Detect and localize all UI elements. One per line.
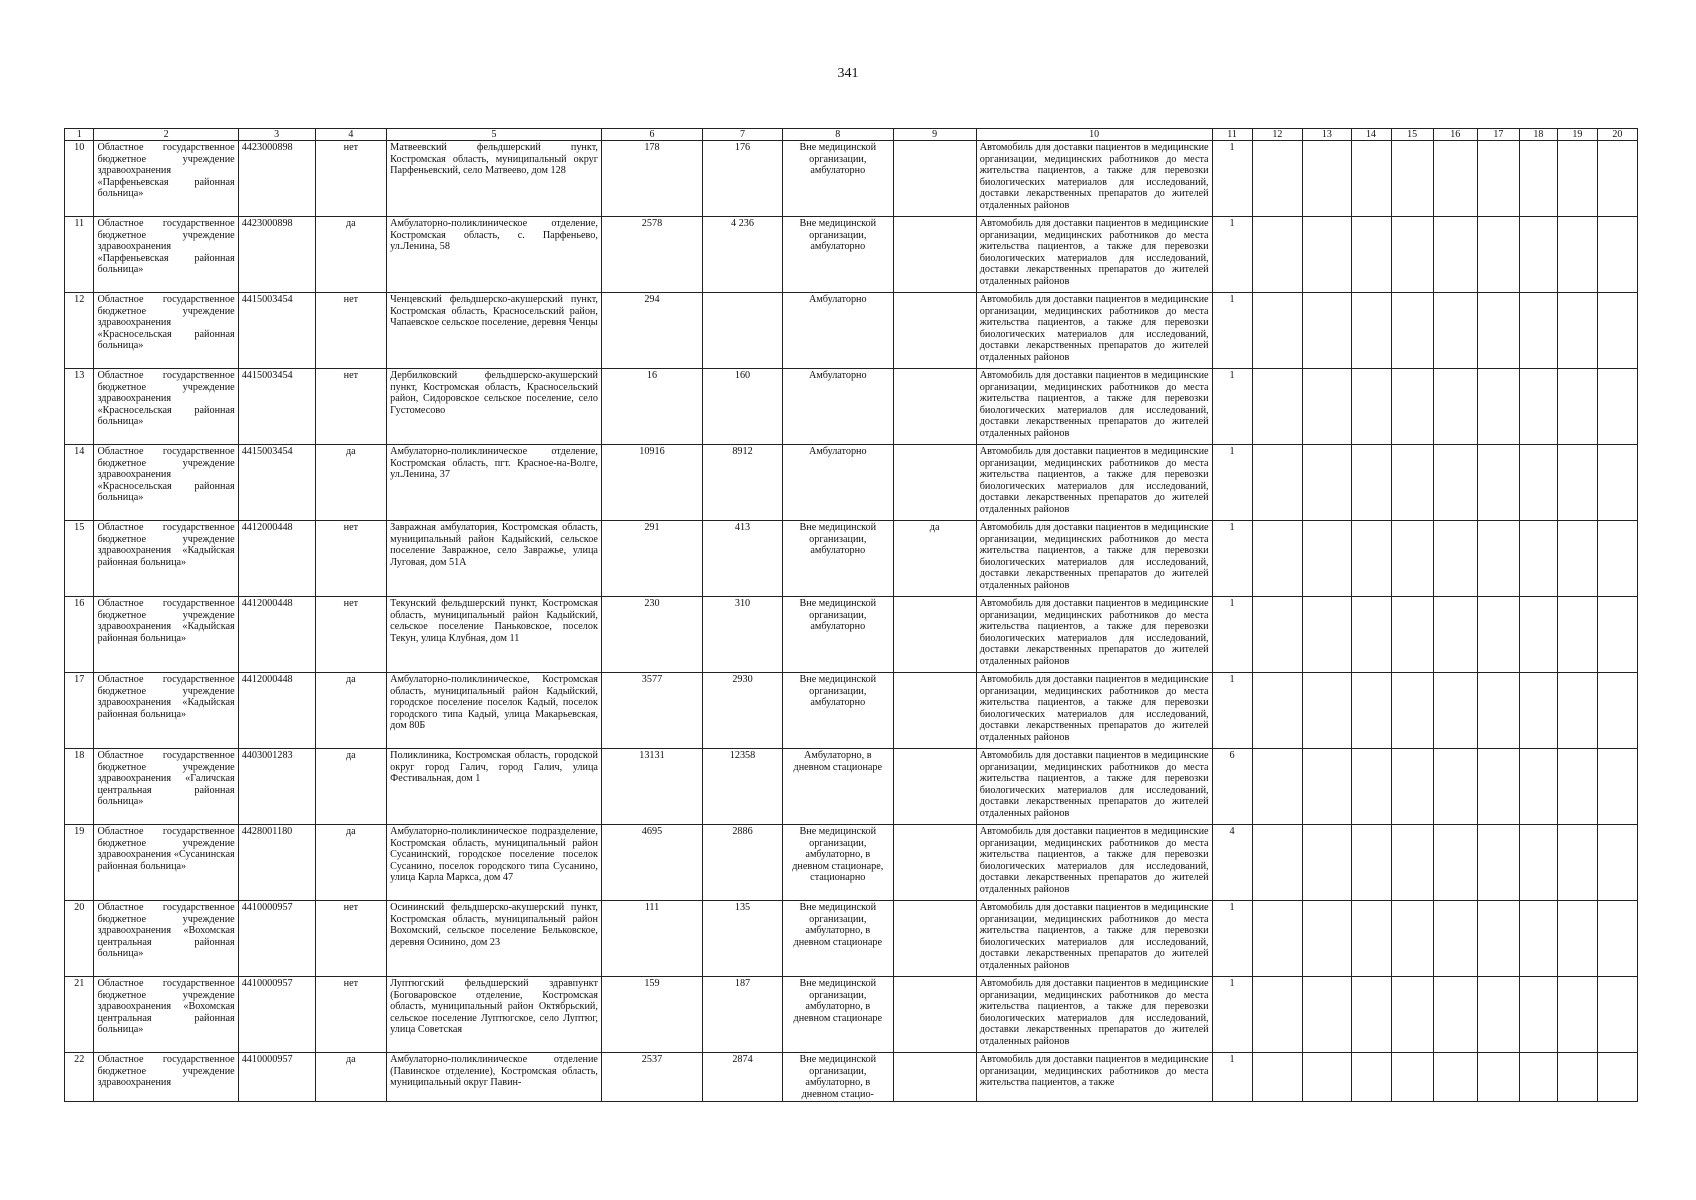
empty-cell-17 [1477,825,1519,901]
table-body [65,141,1638,1102]
empty-cell-16 [1433,597,1477,673]
count-cell: 1 [1212,369,1252,445]
care-conditions-cell: Вне медицинской организации, амбулаторно [783,141,894,217]
column-header-13: 13 [1303,129,1351,141]
row-number-cell: 10 [65,141,94,217]
column-header-1: 1 [65,129,94,141]
flag-cell: да [315,217,387,293]
column-header-19: 19 [1557,129,1597,141]
value-9-cell [893,673,976,749]
page-number: 341 [837,66,859,81]
empty-cell-19 [1557,749,1597,825]
count-cell: 1 [1212,597,1252,673]
care-conditions-cell: Амбулаторно [783,293,894,369]
inn-cell: 4412000448 [238,521,315,597]
empty-cell-17 [1477,749,1519,825]
vehicle-purpose-cell: Автомобиль для доставки пациентов в медицинские организации, медицинских работников до места жительства пациентов, а также для перевозки биологических материалов для исследований, доставки лекарственных препаратов до жителей отдаленных районов [976,141,1212,217]
organization-cell: Областное государственное бюджетное учреждение здравоохранения «Галичская центральная районная больница» [94,749,238,825]
count-cell: 6 [1212,749,1252,825]
value-7-cell: 160 [703,369,783,445]
inn-cell: 4403001283 [238,749,315,825]
facility-address-cell: Луптюгский фельдшерский здравпункт (Боговаровское отделение, Костромская область, муниципальный район Октябрьский, сельское поселение Луптюгское, село Луптюг, улица Советская [387,977,602,1053]
empty-cell-13 [1303,445,1351,521]
empty-cell-14 [1351,293,1391,369]
empty-cell-19 [1557,597,1597,673]
empty-cell-12 [1252,217,1303,293]
empty-cell-12 [1252,977,1303,1053]
empty-cell-18 [1519,825,1557,901]
facility-address-cell: Амбулаторно-поликлиническое отделение (Павинское отделение), Костромская область, муниципальный округ Павин- [387,1053,602,1102]
empty-cell-16 [1433,141,1477,217]
facilities-table [64,128,1638,1102]
empty-cell-16 [1433,977,1477,1053]
facility-address-cell: Текунский фельдшерский пункт, Костромская область, муниципальный район Кадыйский, сельское поселение Паньковское, поселок Текун, улица Клубная, дом 11 [387,597,602,673]
empty-cell-14 [1351,901,1391,977]
care-conditions-cell: Амбулаторно, в дневном стационаре [783,749,894,825]
vehicle-purpose-cell: Автомобиль для доставки пациентов в медицинские организации, медицинских работников до места жительства пациентов, а также для перевозки биологических материалов для исследований, доставки лекарственных препаратов до жителей отдаленных районов [976,673,1212,749]
care-conditions-cell: Вне медицинской организации, амбулаторно [783,597,894,673]
flag-cell: нет [315,521,387,597]
empty-cell-16 [1433,901,1477,977]
table-row [65,1053,1638,1102]
empty-cell-17 [1477,1053,1519,1102]
empty-cell-20 [1597,825,1637,901]
inn-cell: 4415003454 [238,293,315,369]
empty-cell-16 [1433,445,1477,521]
column-header-4: 4 [315,129,387,141]
care-conditions-cell: Вне медицинской организации, амбулаторно, в дневном стационаре, стационарно [783,825,894,901]
empty-cell-19 [1557,141,1597,217]
empty-cell-14 [1351,597,1391,673]
row-number-cell: 20 [65,901,94,977]
empty-cell-18 [1519,749,1557,825]
table-row [65,293,1638,369]
row-number-cell: 14 [65,445,94,521]
value-9-cell [893,293,976,369]
vehicle-purpose-cell: Автомобиль для доставки пациентов в медицинские организации, медицинских работников до места жительства пациентов, а также для перевозки биологических материалов для исследований, доставки лекарственных препаратов до жителей отдаленных районов [976,369,1212,445]
value-7-cell: 135 [703,901,783,977]
empty-cell-14 [1351,521,1391,597]
empty-cell-15 [1391,825,1433,901]
row-number-cell: 16 [65,597,94,673]
value-6-cell: 230 [601,597,702,673]
empty-cell-14 [1351,369,1391,445]
care-conditions-cell: Вне медицинской организации, амбулаторно [783,521,894,597]
row-number-cell: 19 [65,825,94,901]
empty-cell-18 [1519,369,1557,445]
empty-cell-19 [1557,217,1597,293]
row-number-cell: 18 [65,749,94,825]
empty-cell-12 [1252,1053,1303,1102]
facility-address-cell: Амбулаторно-поликлиническое отделение, Костромская область, с. Парфеньево, ул.Ленина, 58 [387,217,602,293]
facility-address-cell: Матвеевский фельдшерский пункт, Костромская область, муниципальный округ Парфеньевский, село Матвеево, дом 128 [387,141,602,217]
column-header-11: 11 [1212,129,1252,141]
flag-cell: нет [315,597,387,673]
facility-address-cell: Ченцевский фельдшерско-акушерский пункт, Костромская область, Красносельский район, Чапаевское сельское поселение, деревня Ченцы [387,293,602,369]
empty-cell-20 [1597,673,1637,749]
value-6-cell: 294 [601,293,702,369]
table-row [65,825,1638,901]
value-7-cell: 413 [703,521,783,597]
table-row [65,977,1638,1053]
empty-cell-14 [1351,217,1391,293]
empty-cell-18 [1519,445,1557,521]
empty-cell-15 [1391,597,1433,673]
column-header-10: 10 [976,129,1212,141]
column-header-row [65,129,1638,141]
value-6-cell: 10916 [601,445,702,521]
flag-cell: да [315,445,387,521]
empty-cell-19 [1557,445,1597,521]
empty-cell-19 [1557,825,1597,901]
empty-cell-12 [1252,445,1303,521]
vehicle-purpose-cell: Автомобиль для доставки пациентов в медицинские организации, медицинских работников до места жительства пациентов, а также для перевозки биологических материалов для исследований, доставки лекарственных препаратов до жителей отдаленных районов [976,445,1212,521]
empty-cell-20 [1597,749,1637,825]
value-6-cell: 111 [601,901,702,977]
empty-cell-20 [1597,293,1637,369]
value-9-cell [893,141,976,217]
empty-cell-19 [1557,977,1597,1053]
row-number-cell: 11 [65,217,94,293]
empty-cell-13 [1303,1053,1351,1102]
empty-cell-12 [1252,673,1303,749]
empty-cell-20 [1597,369,1637,445]
column-header-12: 12 [1252,129,1303,141]
care-conditions-cell: Вне медицинской организации, амбулаторно, в дневном стационаре [783,901,894,977]
inn-cell: 4415003454 [238,445,315,521]
value-7-cell [703,293,783,369]
empty-cell-19 [1557,521,1597,597]
care-conditions-cell: Вне медицинской организации, амбулаторно, в дневном стационаре [783,977,894,1053]
empty-cell-13 [1303,749,1351,825]
vehicle-purpose-cell: Автомобиль для доставки пациентов в медицинские организации, медицинских работников до места жительства пациентов, а также для перевозки биологических материалов для исследований, доставки лекарственных препаратов до жителей отдаленных районов [976,901,1212,977]
empty-cell-20 [1597,597,1637,673]
empty-cell-18 [1519,217,1557,293]
table-row [65,217,1638,293]
empty-cell-17 [1477,673,1519,749]
empty-cell-20 [1597,977,1637,1053]
vehicle-purpose-cell: Автомобиль для доставки пациентов в медицинские организации, медицинских работников до места жительства пациентов, а также для перевозки биологических материалов для исследований, доставки лекарственных препаратов до жителей отдаленных районов [976,597,1212,673]
row-number-cell: 22 [65,1053,94,1102]
empty-cell-15 [1391,521,1433,597]
table-row [65,141,1638,217]
empty-cell-16 [1433,217,1477,293]
empty-cell-13 [1303,597,1351,673]
empty-cell-19 [1557,1053,1597,1102]
organization-cell: Областное государственное бюджетное учреждение здравоохранения «Парфеньевская районная больница» [94,141,238,217]
empty-cell-16 [1433,673,1477,749]
empty-cell-16 [1433,521,1477,597]
count-cell: 1 [1212,445,1252,521]
flag-cell: нет [315,901,387,977]
empty-cell-12 [1252,521,1303,597]
vehicle-purpose-cell: Автомобиль для доставки пациентов в медицинские организации, медицинских работников до места жительства пациентов, а также для перевозки биологических материалов для исследований, доставки лекарственных препаратов до жителей отдаленных районов [976,521,1212,597]
empty-cell-14 [1351,977,1391,1053]
empty-cell-12 [1252,749,1303,825]
organization-cell: Областное государственное бюджетное учреждение здравоохранения «Кадыйская районная больница» [94,521,238,597]
count-cell: 1 [1212,521,1252,597]
empty-cell-18 [1519,521,1557,597]
empty-cell-15 [1391,977,1433,1053]
facility-address-cell: Завражная амбулатория, Костромская область, муниципальный район Кадыйский, сельское поселение Завражное, село Завражье, улица Луговая, дом 51А [387,521,602,597]
column-header-17: 17 [1477,129,1519,141]
column-header-7: 7 [703,129,783,141]
empty-cell-20 [1597,445,1637,521]
empty-cell-20 [1597,217,1637,293]
value-9-cell [893,217,976,293]
empty-cell-12 [1252,293,1303,369]
care-conditions-cell: Вне медицинской организации, амбулаторно, в дневном стацио- [783,1053,894,1102]
empty-cell-18 [1519,1053,1557,1102]
value-9-cell [893,369,976,445]
value-7-cell: 2874 [703,1053,783,1102]
empty-cell-18 [1519,597,1557,673]
value-7-cell: 310 [703,597,783,673]
vehicle-purpose-cell: Автомобиль для доставки пациентов в медицинские организации, медицинских работников до места жительства пациентов, а также для перевозки биологических материалов для исследований, доставки лекарственных препаратов до жителей отдаленных районов [976,217,1212,293]
empty-cell-15 [1391,901,1433,977]
flag-cell: да [315,749,387,825]
empty-cell-16 [1433,369,1477,445]
column-header-8: 8 [783,129,894,141]
empty-cell-15 [1391,293,1433,369]
facility-address-cell: Дербилковский фельдшерско-акушерский пункт, Костромская область, Красносельский район, Сидоровское сельское поселение, село Густомесово [387,369,602,445]
organization-cell: Областное государственное бюджетное учреждение здравоохранения «Красносельская районная больница» [94,369,238,445]
flag-cell: нет [315,977,387,1053]
empty-cell-19 [1557,673,1597,749]
value-9-cell [893,1053,976,1102]
count-cell: 4 [1212,825,1252,901]
empty-cell-17 [1477,521,1519,597]
column-header-2: 2 [94,129,238,141]
empty-cell-14 [1351,141,1391,217]
empty-cell-18 [1519,673,1557,749]
value-6-cell: 159 [601,977,702,1053]
row-number-cell: 15 [65,521,94,597]
inn-cell: 4412000448 [238,597,315,673]
empty-cell-17 [1477,597,1519,673]
empty-cell-17 [1477,217,1519,293]
organization-cell: Областное государственное бюджетное учреждение здравоохранения «Красносельская районная больница» [94,293,238,369]
empty-cell-17 [1477,977,1519,1053]
empty-cell-12 [1252,597,1303,673]
count-cell: 1 [1212,977,1252,1053]
empty-cell-17 [1477,141,1519,217]
flag-cell: нет [315,293,387,369]
empty-cell-12 [1252,369,1303,445]
count-cell: 1 [1212,141,1252,217]
empty-cell-13 [1303,141,1351,217]
empty-cell-12 [1252,901,1303,977]
column-header-3: 3 [238,129,315,141]
inn-cell: 4412000448 [238,673,315,749]
vehicle-purpose-cell: Автомобиль для доставки пациентов в медицинские организации, медицинских работников до места жительства пациентов, а также для перевозки биологических материалов для исследований, доставки лекарственных препаратов до жителей отдаленных районов [976,293,1212,369]
organization-cell: Областное государственное бюджетное учреждение здравоохранения [94,1053,238,1102]
empty-cell-18 [1519,901,1557,977]
value-6-cell: 4695 [601,825,702,901]
empty-cell-18 [1519,977,1557,1053]
column-header-15: 15 [1391,129,1433,141]
empty-cell-14 [1351,445,1391,521]
organization-cell: Областное государственное бюджетное учреждение здравоохранения «Кадыйская районная больница» [94,597,238,673]
value-9-cell [893,445,976,521]
value-6-cell: 16 [601,369,702,445]
value-7-cell: 2886 [703,825,783,901]
empty-cell-15 [1391,1053,1433,1102]
empty-cell-13 [1303,825,1351,901]
value-7-cell: 176 [703,141,783,217]
empty-cell-12 [1252,141,1303,217]
vehicle-purpose-cell: Автомобиль для доставки пациентов в медицинские организации, медицинских работников до места жительства пациентов, а также для перевозки биологических материалов для исследований, доставки лекарственных препаратов до жителей отдаленных районов [976,977,1212,1053]
inn-cell: 4423000898 [238,217,315,293]
empty-cell-13 [1303,977,1351,1053]
empty-cell-15 [1391,749,1433,825]
empty-cell-15 [1391,141,1433,217]
count-cell: 1 [1212,293,1252,369]
vehicle-purpose-cell: Автомобиль для доставки пациентов в медицинские организации, медицинских работников до места жительства пациентов, а также для перевозки биологических материалов для исследований, доставки лекарственных препаратов до жителей отдаленных районов [976,825,1212,901]
empty-cell-20 [1597,1053,1637,1102]
empty-cell-15 [1391,369,1433,445]
inn-cell: 4410000957 [238,977,315,1053]
empty-cell-14 [1351,673,1391,749]
vehicle-purpose-cell: Автомобиль для доставки пациентов в медицинские организации, медицинских работников до места жительства пациентов, а также [976,1053,1212,1102]
empty-cell-14 [1351,825,1391,901]
empty-cell-20 [1597,521,1637,597]
count-cell: 1 [1212,901,1252,977]
organization-cell: Областное государственное бюджетное учреждение здравоохранения «Красносельская районная больница» [94,445,238,521]
value-7-cell: 187 [703,977,783,1053]
empty-cell-13 [1303,521,1351,597]
count-cell: 1 [1212,217,1252,293]
care-conditions-cell: Вне медицинской организации, амбулаторно [783,217,894,293]
facility-address-cell: Амбулаторно-поликлиническое отделение, Костромская область, пгт. Красное-на-Волге, ул.Ленина, 37 [387,445,602,521]
flag-cell: да [315,1053,387,1102]
empty-cell-17 [1477,293,1519,369]
empty-cell-20 [1597,901,1637,977]
row-number-cell: 13 [65,369,94,445]
value-6-cell: 2537 [601,1053,702,1102]
value-7-cell: 8912 [703,445,783,521]
organization-cell: Областное государственное бюджетное учреждение здравоохранения «Кадыйская районная больница» [94,673,238,749]
value-9-cell: да [893,521,976,597]
column-header-18: 18 [1519,129,1557,141]
organization-cell: Областное государственное бюджетное учреждение здравоохранения «Вохомская центральная районная больница» [94,901,238,977]
flag-cell: нет [315,141,387,217]
empty-cell-16 [1433,825,1477,901]
value-9-cell [893,597,976,673]
facility-address-cell: Амбулаторно-поликлиническое, Костромская область, муниципальный район Кадыйский, городское поселение поселок Кадый, поселок городского типа Кадый, улица Макарьевская, дом 80Б [387,673,602,749]
empty-cell-17 [1477,369,1519,445]
empty-cell-17 [1477,445,1519,521]
inn-cell: 4410000957 [238,1053,315,1102]
table-row [65,369,1638,445]
facility-address-cell: Осининский фельдшерско-акушерский пункт, Костромская область, муниципальный район Вохомский, сельское поселение Бельковское, деревня Осинино, дом 23 [387,901,602,977]
row-number-cell: 21 [65,977,94,1053]
empty-cell-19 [1557,369,1597,445]
flag-cell: нет [315,369,387,445]
flag-cell: да [315,825,387,901]
count-cell: 1 [1212,1053,1252,1102]
column-header-5: 5 [387,129,602,141]
table-row [65,597,1638,673]
column-header-9: 9 [893,129,976,141]
table-row [65,749,1638,825]
facility-address-cell: Поликлиника, Костромская область, городской округ город Галич, город Галич, улица Фестивальная, дом 1 [387,749,602,825]
empty-cell-19 [1557,293,1597,369]
empty-cell-14 [1351,749,1391,825]
value-6-cell: 13131 [601,749,702,825]
value-7-cell: 12358 [703,749,783,825]
empty-cell-15 [1391,673,1433,749]
inn-cell: 4423000898 [238,141,315,217]
facility-address-cell: Амбулаторно-поликлиническое подразделение, Костромская область, муниципальный район Сусанинский, городское поселение поселок Сусанино, поселок городского типа Сусанино, улица Карла Маркса, дом 47 [387,825,602,901]
empty-cell-18 [1519,141,1557,217]
table-row [65,901,1638,977]
inn-cell: 4415003454 [238,369,315,445]
column-header-20: 20 [1597,129,1637,141]
value-9-cell [893,825,976,901]
table-row [65,673,1638,749]
inn-cell: 4428001180 [238,825,315,901]
empty-cell-13 [1303,369,1351,445]
table-row [65,521,1638,597]
empty-cell-16 [1433,1053,1477,1102]
empty-cell-13 [1303,901,1351,977]
empty-cell-13 [1303,217,1351,293]
empty-cell-19 [1557,901,1597,977]
empty-cell-16 [1433,293,1477,369]
count-cell: 1 [1212,673,1252,749]
empty-cell-15 [1391,217,1433,293]
value-6-cell: 2578 [601,217,702,293]
empty-cell-17 [1477,901,1519,977]
value-9-cell [893,749,976,825]
value-9-cell [893,901,976,977]
column-header-16: 16 [1433,129,1477,141]
empty-cell-14 [1351,1053,1391,1102]
value-6-cell: 178 [601,141,702,217]
column-header-6: 6 [601,129,702,141]
flag-cell: да [315,673,387,749]
vehicle-purpose-cell: Автомобиль для доставки пациентов в медицинские организации, медицинских работников до места жительства пациентов, а также для перевозки биологических материалов для исследований, доставки лекарственных препаратов до жителей отдаленных районов [976,749,1212,825]
organization-cell: Областное государственное бюджетное учреждение здравоохранения «Вохомская центральная районная больница» [94,977,238,1053]
empty-cell-20 [1597,141,1637,217]
empty-cell-15 [1391,445,1433,521]
table-row [65,445,1638,521]
care-conditions-cell: Амбулаторно [783,369,894,445]
value-7-cell: 2930 [703,673,783,749]
care-conditions-cell: Амбулаторно [783,445,894,521]
row-number-cell: 12 [65,293,94,369]
inn-cell: 4410000957 [238,901,315,977]
empty-cell-18 [1519,293,1557,369]
empty-cell-13 [1303,673,1351,749]
column-header-14: 14 [1351,129,1391,141]
value-6-cell: 291 [601,521,702,597]
value-9-cell [893,977,976,1053]
row-number-cell: 17 [65,673,94,749]
value-6-cell: 3577 [601,673,702,749]
empty-cell-16 [1433,749,1477,825]
care-conditions-cell: Вне медицинской организации, амбулаторно [783,673,894,749]
value-7-cell: 4 236 [703,217,783,293]
organization-cell: Областное государственное бюджетное учреждение здравоохранения «Сусанинская районная больница» [94,825,238,901]
empty-cell-13 [1303,293,1351,369]
organization-cell: Областное государственное бюджетное учреждение здравоохранения «Парфеньевская районная больница» [94,217,238,293]
empty-cell-12 [1252,825,1303,901]
